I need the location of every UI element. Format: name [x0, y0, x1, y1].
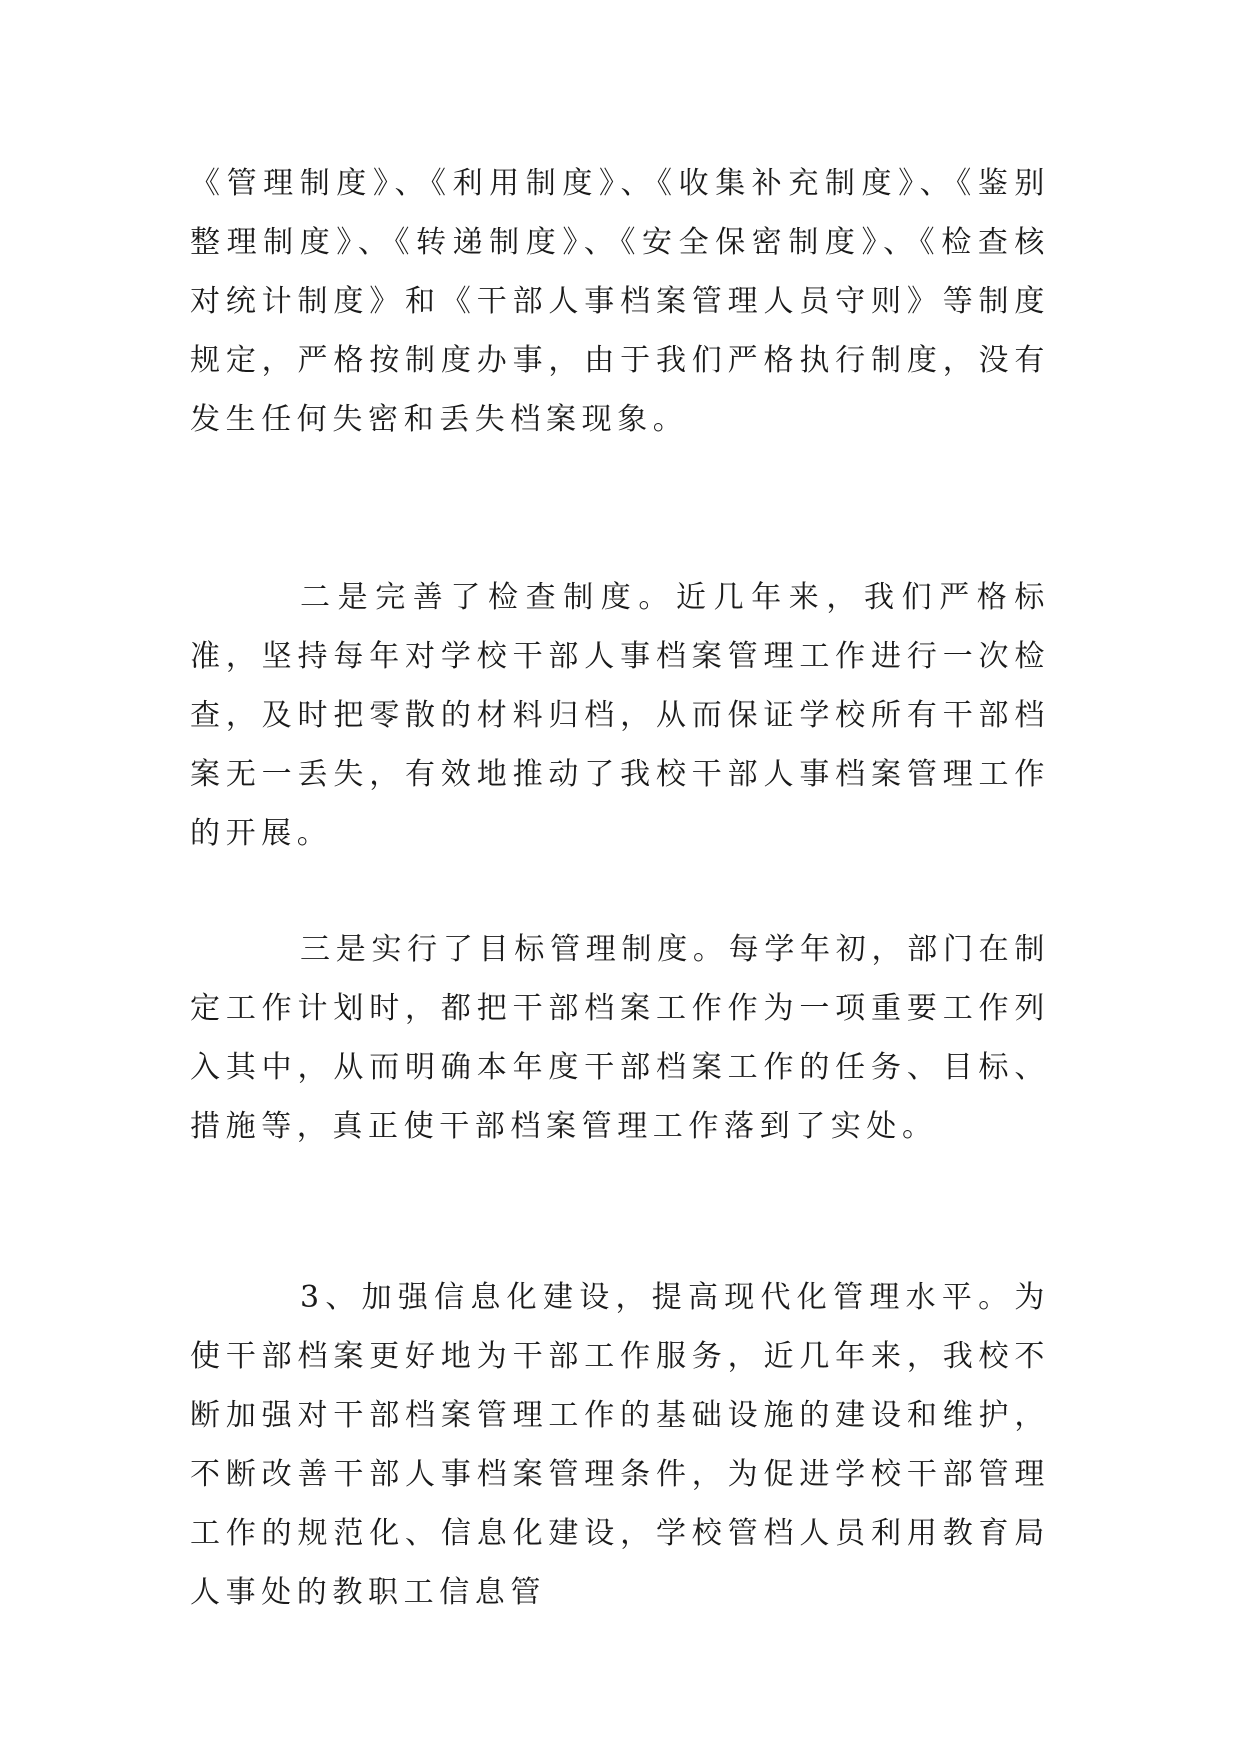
- paragraph-target-management: 三是实行了目标管理制度。每学年初，部门在制定工作计划时，都把干部档案工作作为一项重要工作列入其中，从而明确本年度干部档案工作的任务、目标、措施等，真正使干部档案管理工作落到了实处。: [190, 932, 1050, 1144]
- paragraph-management-rules: 《管理制度》、《利用制度》、《收集补充制度》、《鉴别整理制度》、《转递制度》、《安全保密制度》、《检查核对统计制度》和《干部人事档案管理人员守则》等制度规定，严格按制度办事，由于我们严格执行制度，没有发生任何失密和丢失档案现象。: [190, 166, 1050, 437]
- paragraph-inspection-system: 二是完善了检查制度。近几年来，我们严格标准，坚持每年对学校干部人事档案管理工作进行一次检查，及时把零散的材料归档，从而保证学校所有干部档案无一丢失，有效地推动了我校干部人事档案管理工作的开展。: [190, 580, 1050, 851]
- paragraph-informatization: 3、加强信息化建设，提高现代化管理水平。为使干部档案更好地为干部工作服务，近几年来，我校不断加强对干部档案管理工作的基础设施的建设和维护，不断改善干部人事档案管理条件，为促进学校干部管理工作的规范化、信息化建设，学校管档人员利用教育局人事处的教职工信息管: [190, 1280, 1050, 1610]
